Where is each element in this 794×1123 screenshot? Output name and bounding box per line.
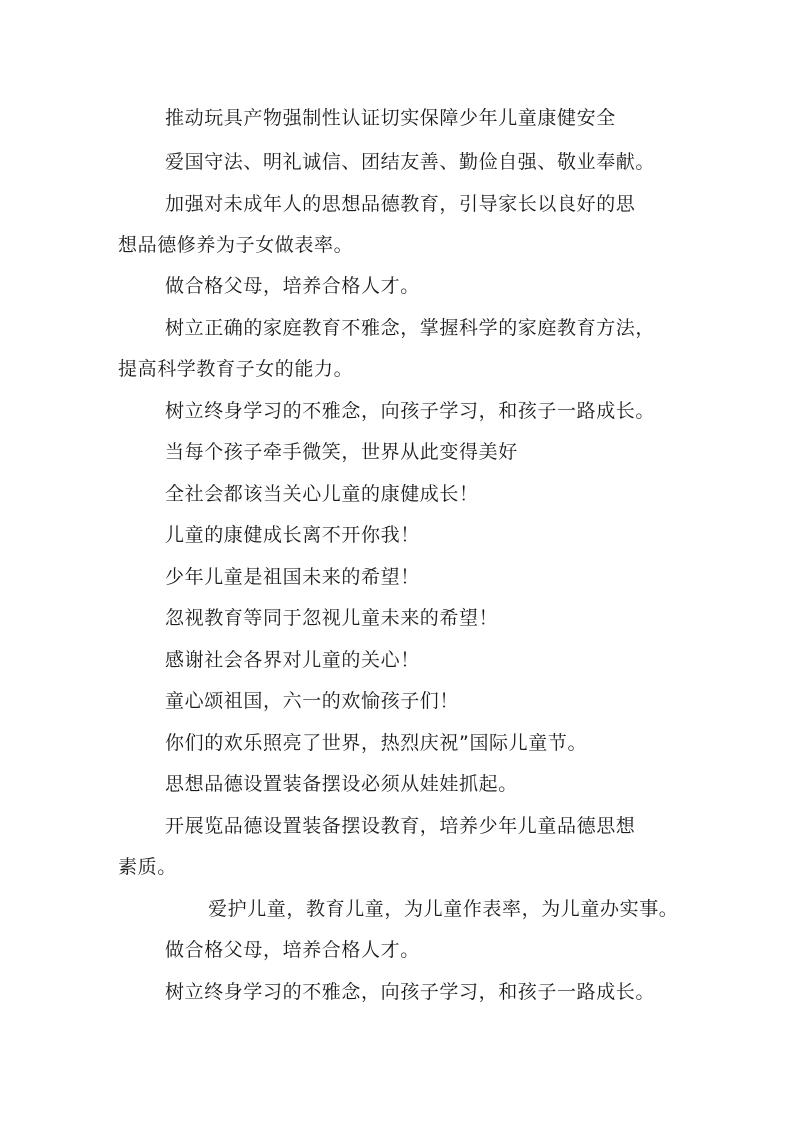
paragraph-4-line-1: 做合格父母，培养合格人才。	[165, 275, 420, 297]
paragraph-9-line-1: 儿童的康健成长离不开你我！	[165, 524, 420, 546]
paragraph-8-line-1: 全社会都该当关心儿童的康健成长！	[165, 483, 479, 505]
paragraph-16-line-2: 素质。	[118, 856, 177, 878]
paragraph-5-line-1: 树立正确的家庭教育不雅念，掌握科学的家庭教育方法，	[165, 317, 656, 339]
paragraph-2-line-1: 爱国守法、明礼诚信、团结友善、勤俭自强、敬业奉献。	[165, 151, 656, 173]
paragraph-11-line-1: 忽视教育等同于忽视儿童未来的希望！	[165, 607, 499, 629]
paragraph-3-line-2: 想品德修养为子女做表率。	[118, 234, 354, 256]
paragraph-5-line-2: 提高科学教育子女的能力。	[118, 358, 354, 380]
paragraph-14-line-1: 你们的欢乐照亮了世界，热烈庆祝”国际儿童节。	[165, 732, 588, 754]
paragraph-16-line-1: 开展览品德设置装备摆设教育，培养少年儿童品德思想	[165, 815, 636, 837]
paragraph-10-line-1: 少年儿童是祖国未来的希望！	[165, 566, 420, 588]
paragraph-6-line-1: 树立终身学习的不雅念，向孩子学习，和孩子一路成长。	[165, 400, 656, 422]
paragraph-3-line-1: 加强对未成年人的思想品德教育，引导家长以良好的思	[165, 193, 636, 215]
paragraph-19-line-1: 树立终身学习的不雅念，向孩子学习，和孩子一路成长。	[165, 981, 656, 1003]
paragraph-17-line-1: 爱护儿童，教育儿童，为儿童作表率，为儿童办实事。	[208, 898, 679, 920]
paragraph-15-line-1: 思想品德设置装备摆设必须从娃娃抓起。	[165, 773, 518, 795]
paragraph-1-line-1: 推动玩具产物强制性认证切实保障少年儿童康健安全	[165, 107, 616, 129]
paragraph-7-line-1: 当每个孩子牵手微笑，世界从此变得美好	[165, 441, 518, 463]
paragraph-12-line-1: 感谢社会各界对儿童的关心！	[165, 649, 420, 671]
paragraph-18-line-1: 做合格父母，培养合格人才。	[165, 939, 420, 961]
paragraph-13-line-1: 童心颂祖国，六一的欢愉孩子们！	[165, 690, 460, 712]
